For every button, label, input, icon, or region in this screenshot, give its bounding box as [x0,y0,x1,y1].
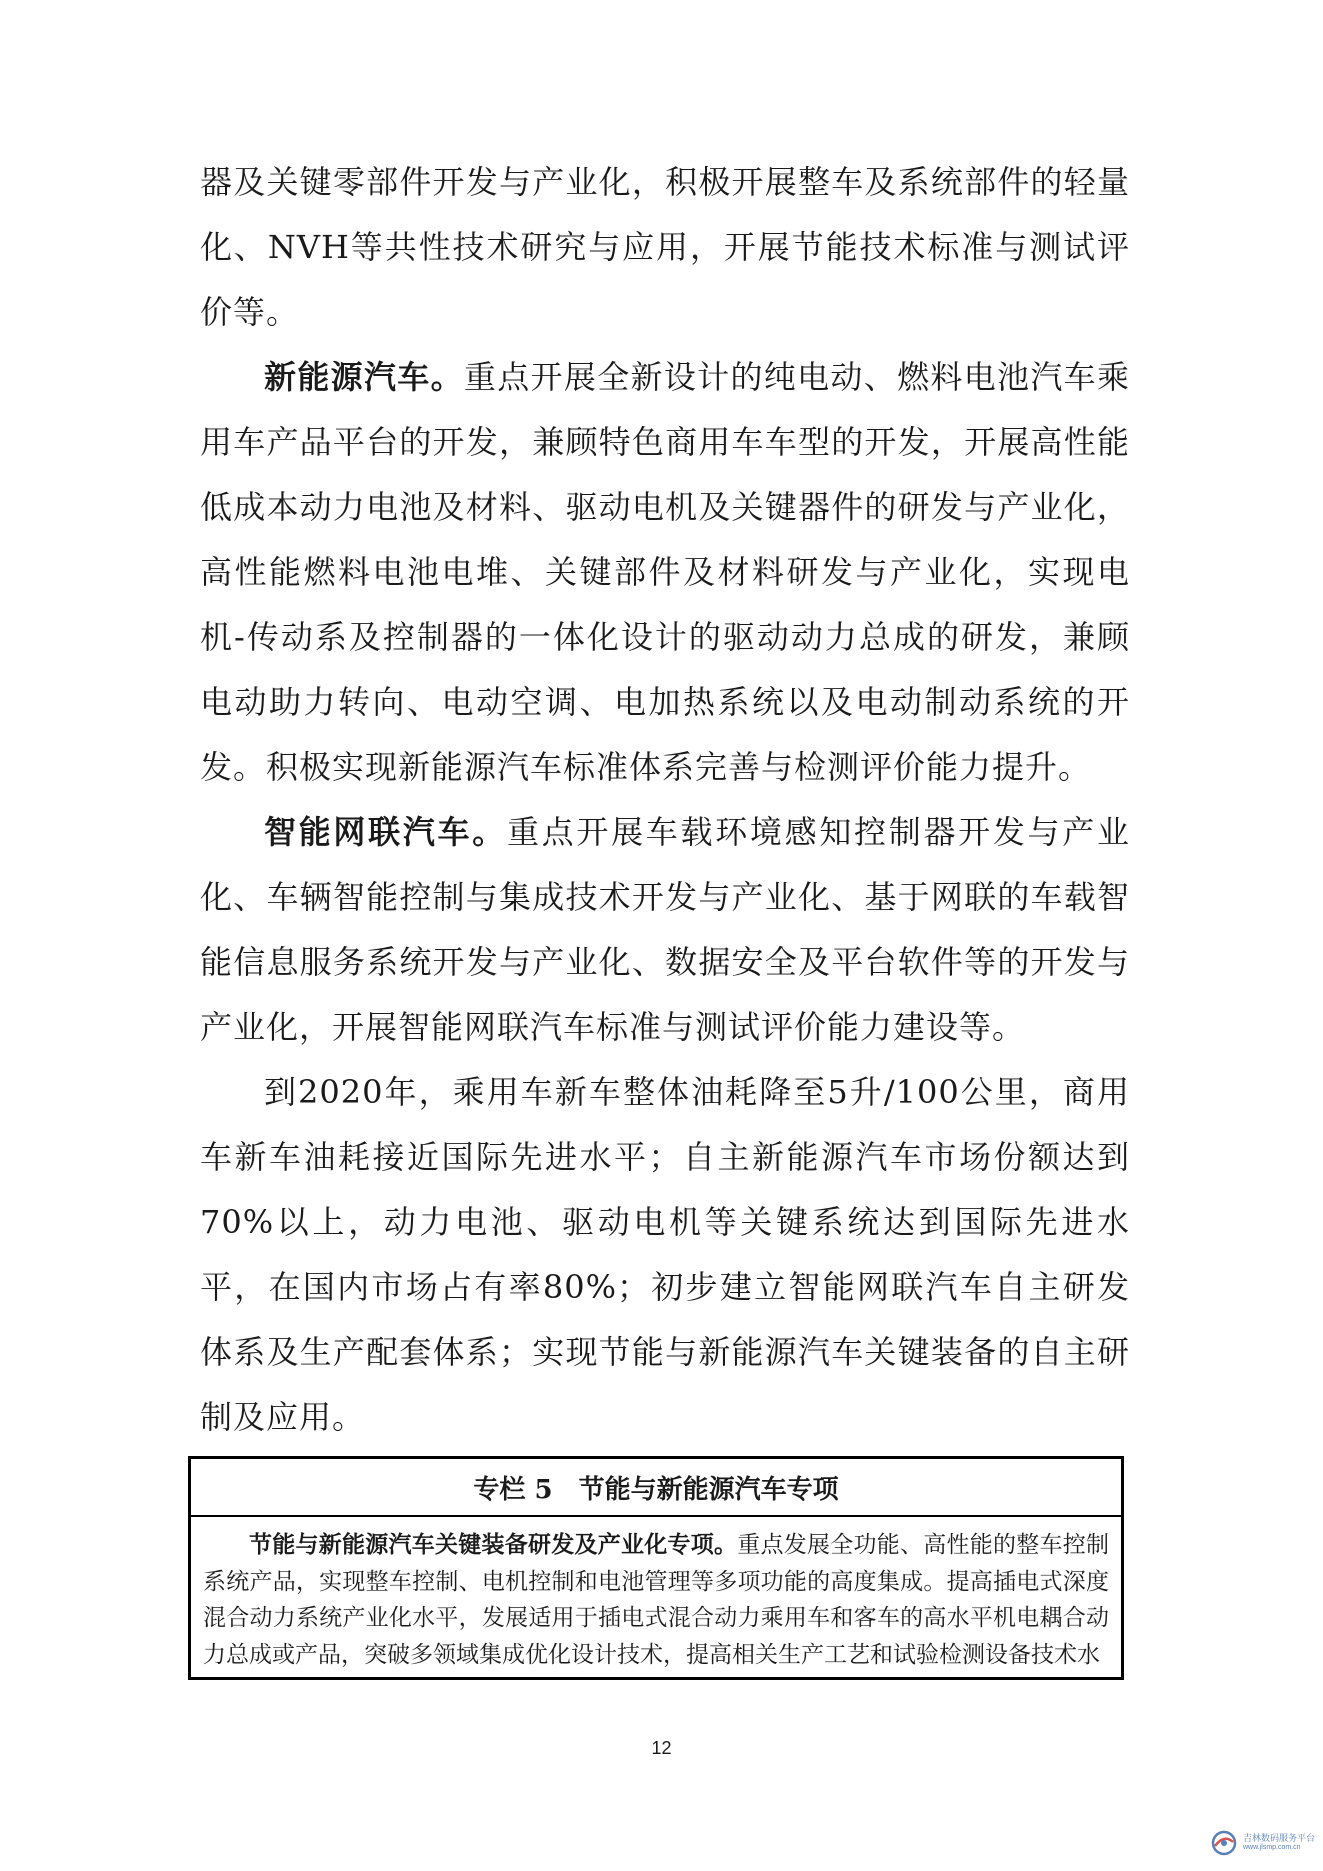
paragraph-text: 到2020年，乘用车新车整体油耗降至5升/100公里，商用车新车油耗接近国际先进水平；自主新能源汽车市场份额达到70%以上，动力电池、驱动电机等关键系统达到国际先进水平，在国内市场占有率80%；初步建立智能网联汽车自主研发体系及生产配套体系；实现节能与新能源汽车关键装备的自主研制及应用。 [200,1073,1130,1436]
paragraph-lead: 新能源汽车。 [264,358,464,396]
paragraph-intelligent-connected-vehicles [200,800,1130,1060]
paragraph-text: 重点开展全新设计的纯电动、燃料电池汽车乘用车产品平台的开发，兼顾特色商用车车型的开发，开展高性能低成本动力电池及材料、驱动电机及关键器件的研发与产业化，高性能燃料电池电堆、关键部件及材料研发与产业化，实现电机-传动系及控制器的一体化设计的驱动动力总成的研发，兼顾电动助力转向、电动空调、电加热系统以及电动制动系统的开发。积极实现新能源汽车标准体系完善与检测评价能力提升。 [200,358,1130,786]
paragraph-2020-targets [200,1060,1130,1450]
column-box-title: 节能与新能源汽车专项 [578,1474,839,1505]
paragraph-text: 器及关键零部件开发与产业化，积极开展整车及系统部件的轻量化、NVH等共性技术研究与应用，开展节能技术标准与测试评价等。 [200,163,1130,331]
column-box-header [191,1459,1121,1517]
watermark-name: 吉林数码服务平台 [1242,1833,1315,1843]
paragraph-new-energy-vehicles [200,345,1130,800]
watermark-text [1243,1833,1315,1853]
column-box [188,1456,1124,1680]
paragraph-lead: 智能网联汽车。 [264,813,507,851]
paragraph-continuation [200,150,1130,345]
paragraph-text: 重点开展车载环境感知控制器开发与产业化、车辆智能控制与集成技术开发与产业化、基于网联的车载智能信息服务系统开发与产业化、数据安全及平台软件等的开发与产业化，开展智能网联汽车标准与测试评价能力建设等。 [200,813,1130,1046]
watermark-url: www.jlsmp.com.cn [1242,1844,1301,1851]
body-text [200,150,1130,1450]
page-number: 12 [651,1738,672,1758]
column-box-number: 专栏 5 [473,1474,553,1505]
column-box-lead: 节能与新能源汽车关键装备研发及产业化专项。 [249,1531,738,1558]
swirl-logo-icon [1209,1828,1239,1858]
column-box-body [191,1517,1121,1677]
watermark [1209,1828,1315,1858]
column-box-text: 重点发展全功能、高性能的整车控制系统产品，实现整车控制、电机控制和电池管理等多项功能的高度集成。提高插电式深度混合动力系统产业化水平，发展适用于插电式混合动力乘用车和客车的高水平机电耦合动力总成或产品，突破多领域集成优化设计技术，提高相关生产工艺和试验检测设备技术水 [203,1532,1109,1668]
